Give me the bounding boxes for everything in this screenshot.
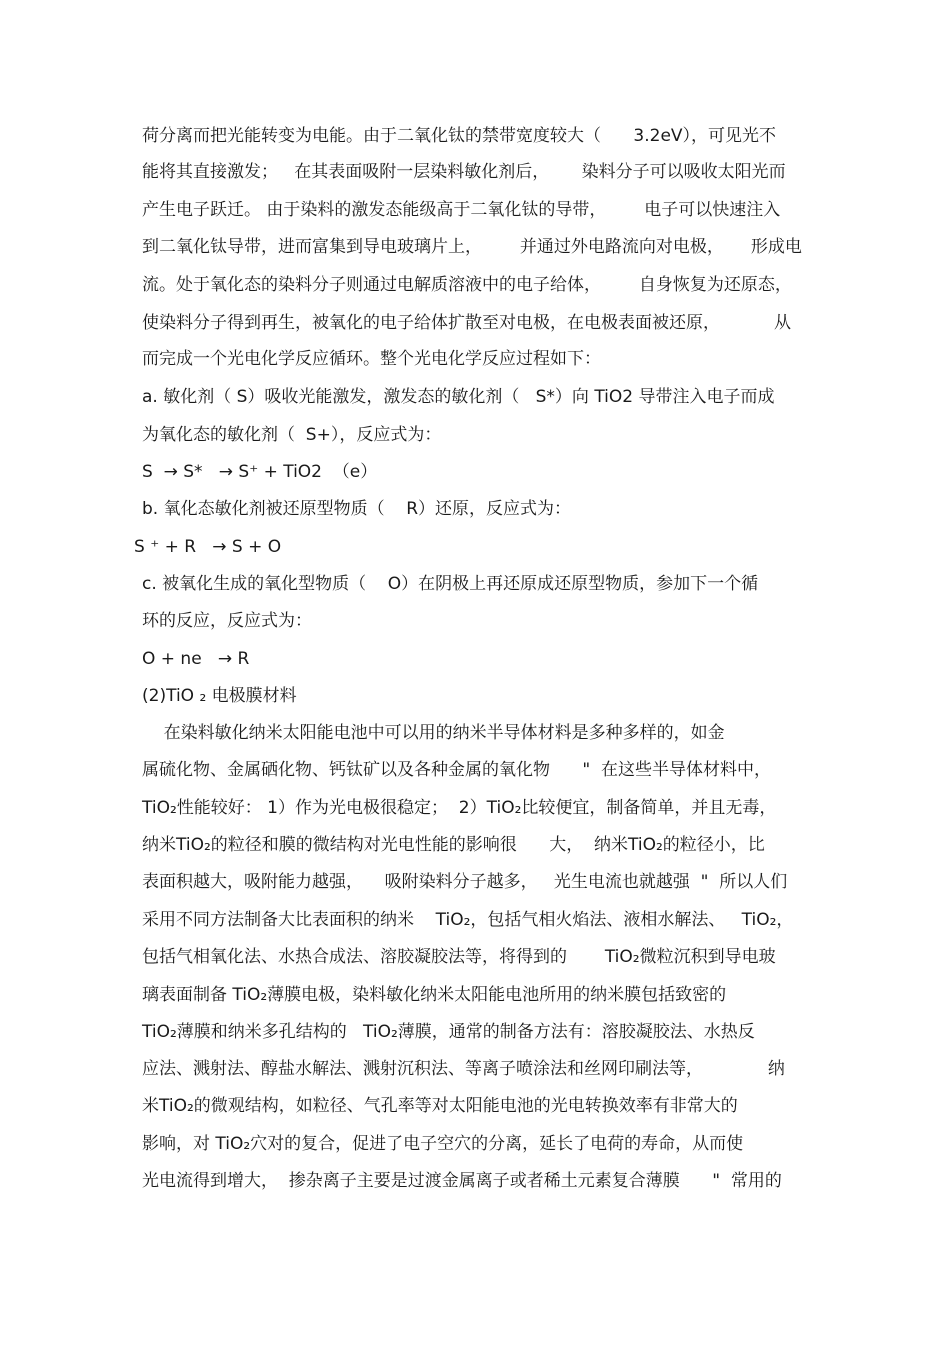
text-line: 璃表面制备 TiO₂薄膜电极，染料敏化纳米太阳能电池所用的纳米膜包括致密的	[142, 985, 727, 1005]
formula-line: S → S* → S⁺ + TiO2 （e）	[142, 462, 378, 482]
text-line: 包括气相氧化法、水热合成法、溶胶凝胶法等，将得到的 TiO₂微粒沉积到导电玻	[142, 947, 776, 967]
text-line: 表面积越大，吸附能力越强， 吸附染料分子越多， 光生电流也就越强 " 所以人们	[142, 872, 788, 892]
text-line: a. 敏化剂（ S）吸收光能激发，激发态的敏化剂（ S*）向 TiO2 导带注入电子而成	[142, 387, 775, 407]
text-line: 能将其直接激发； 在其表面吸附一层染料敏化剂后， 染料分子可以吸收太阳光而	[142, 162, 786, 182]
text-line: 米TiO₂的微观结构，如粒径、气孔率等对太阳能电池的光电转换效率有非常大的	[142, 1096, 738, 1116]
text-line: 环的反应，反应式为：	[142, 611, 312, 631]
text-line: 应法、溅射法、醇盐水解法、溅射沉积法、等离子喷涂法和丝网印刷法等， 纳	[142, 1059, 785, 1079]
text-line: 荷分离而把光能转变为电能。由于二氧化钛的禁带宽度较大（ 3.2eV），可见光不	[142, 126, 777, 146]
text-line: 采用不同方法制备大比表面积的纳米 TiO₂，包括气相火焰法、液相水解法、 TiO₂，	[142, 910, 794, 930]
text-line: 纳米TiO₂的粒径和膜的微结构对光电性能的影响很 大， 纳米TiO₂的粒径小，比	[142, 835, 765, 855]
text-line: c. 被氧化生成的氧化型物质（ O）在阴极上再还原成还原型物质，参加下一个循	[142, 574, 759, 594]
text-line: TiO₂性能较好： 1）作为光电极很稳定； 2）TiO₂比较便宜，制备简单，并且无毒，	[142, 798, 777, 818]
text-line: 使染料分子得到再生，被氧化的电子给体扩散至对电极，在电极表面被还原， 从	[142, 313, 792, 333]
section-heading: (2)TiO ₂ 电极膜材料	[142, 686, 297, 706]
text-line: 到二氧化钛导带，进而富集到导电玻璃片上， 并通过外电路流向对电极， 形成电	[142, 237, 802, 257]
text-line: 流。处于氧化态的染料分子则通过电解质溶液中的电子给体， 自身恢复为还原态，	[142, 275, 792, 295]
text-line: b. 氧化态敏化剂被还原型物质（ R）还原，反应式为：	[142, 499, 572, 519]
formula-line: O + ne → R	[142, 649, 250, 669]
formula-line: S ⁺ + R → S + O	[134, 537, 282, 557]
text-line: 在染料敏化纳米太阳能电池中可以用的纳米半导体材料是多种多样的，如金	[142, 723, 725, 743]
text-line: TiO₂薄膜和纳米多孔结构的 TiO₂薄膜，通常的制备方法有：溶胶凝胶法、水热反	[142, 1022, 755, 1042]
text-line: 属硫化物、金属硒化物、钙钛矿以及各种金属的氧化物 " 在这些半导体材料中，	[142, 760, 772, 780]
text-line: 光电流得到增大， 掺杂离子主要是过渡金属离子或者稀土元素复合薄膜 " 常用的	[142, 1171, 782, 1191]
text-line: 影响，对 TiO₂穴对的复合，促进了电子空穴的分离，延长了电荷的寿命，从而使	[142, 1134, 744, 1154]
text-line: 而完成一个光电化学反应循环。整个光电化学反应过程如下：	[142, 349, 601, 369]
text-line: 产生电子跃迁。 由于染料的激发态能级高于二氧化钛的导带， 电子可以快速注入	[142, 200, 781, 220]
text-line: 为氧化态的敏化剂（ S+），反应式为：	[142, 425, 442, 445]
